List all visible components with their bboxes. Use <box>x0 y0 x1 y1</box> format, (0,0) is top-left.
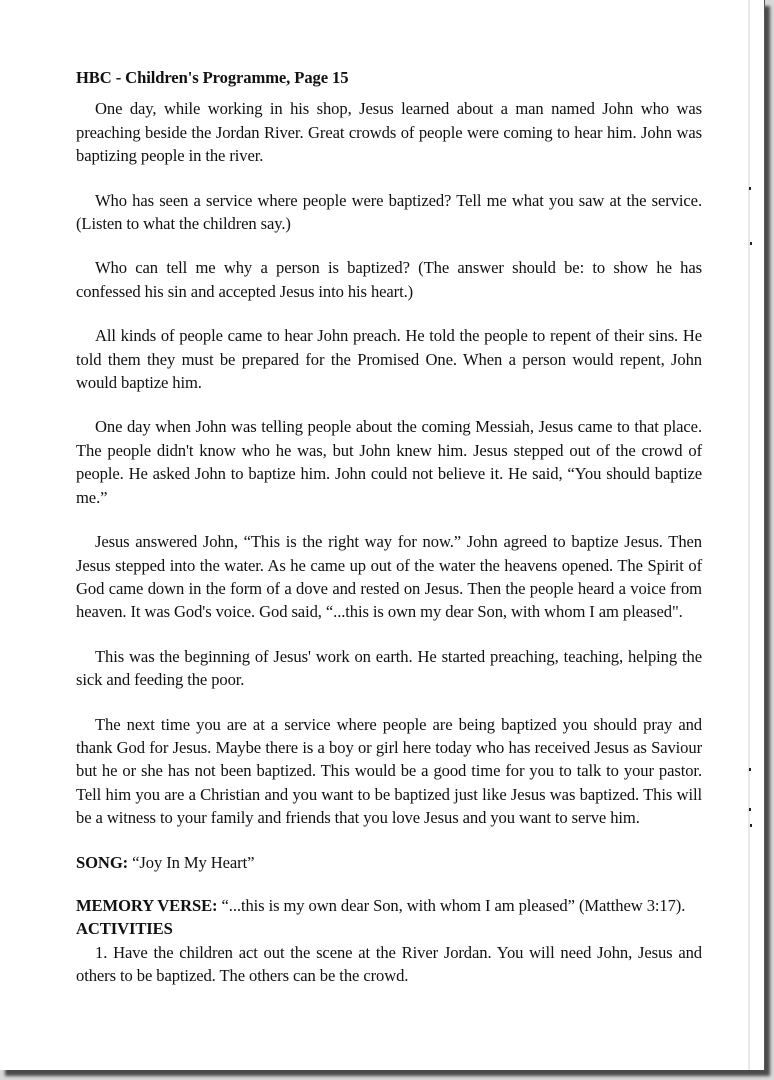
page-content <box>76 60 702 988</box>
story-paragraph: All kinds of people came to hear John preach. He told the people to repent of their sins. He told them they must be prepared for the Promised One. When a person would repent, John would baptize him. <box>76 326 702 393</box>
memory-verse-text: “...this is my own dear Son, with whom I am pleased” (Matthew 3:17). <box>221 895 686 915</box>
story-paragraph: One day, while working in his shop, Jesus learned about a man named John who was preaching beside the Jordan River. Great crowds of people were coming to hear him. John was baptizing people in the river. <box>76 99 702 166</box>
story-paragraph: One day when John was telling people about the coming Messiah, Jesus came to that place. The people didn't know who he was, but John knew him. Jesus stepped out of the crowd of people. He asked John to baptize him. John could not believe it. He said, “You should baptize me.” <box>76 417 702 507</box>
scan-edge-line <box>748 0 750 1070</box>
activity-item: 1. Have the children act out the scene at the River Jordan. You will need John, Jesus and others to be baptized. The others can be the crowd. <box>76 942 702 986</box>
memory-verse-label: MEMORY VERSE: <box>76 895 218 915</box>
story-paragraph: Jesus answered John, “This is the right way for now.” John agreed to baptize Jesus. Then Jesus stepped into the water. As he came up out of the water the heavens opened. The Spirit of God came down in the form of a dove and rested on Jesus. Then the people heard a voice from heaven. It was God's voice. God said, “...this is own my dear Son, with whom I am pleased". <box>76 532 702 622</box>
song-line <box>76 851 702 874</box>
story-paragraph: This was the beginning of Jesus' work on earth. He started preaching, teaching, helping the sick and feeding the poor. <box>76 646 702 690</box>
story-paragraph: Who has seen a service where people were baptized? Tell me what you saw at the service. (Listen to what the children say.) <box>76 190 702 234</box>
scan-speck <box>750 242 752 245</box>
scan-speck <box>750 824 752 827</box>
scan-speck <box>749 187 751 190</box>
page-header: HBC - Children's Programme, Page 15 <box>76 68 349 87</box>
activities-heading: ACTIVITIES <box>76 919 173 939</box>
song-title: “Joy In My Heart” <box>132 852 255 872</box>
song-label: SONG: <box>76 852 129 872</box>
memory-verse <box>76 894 702 917</box>
story-paragraph: Who can tell me why a person is baptized? (The answer should be: to show he has confessed his sin and accepted Jesus into his heart.) <box>76 258 702 301</box>
story-paragraph: The next time you are at a service where people are being baptized you should pray and thank God for Jesus. Maybe there is a boy or girl here today who has received Jesus as Saviour but he or she has not been baptized. This would be a good time for you to talk to your pastor. Tell him you are a Christian and you want to be baptized just like Jesus was baptized. This will be a witness to your family and friends that you love Jesus and you want to serve him. <box>76 714 702 828</box>
scan-speck <box>749 768 751 771</box>
scan-speck <box>749 808 751 811</box>
